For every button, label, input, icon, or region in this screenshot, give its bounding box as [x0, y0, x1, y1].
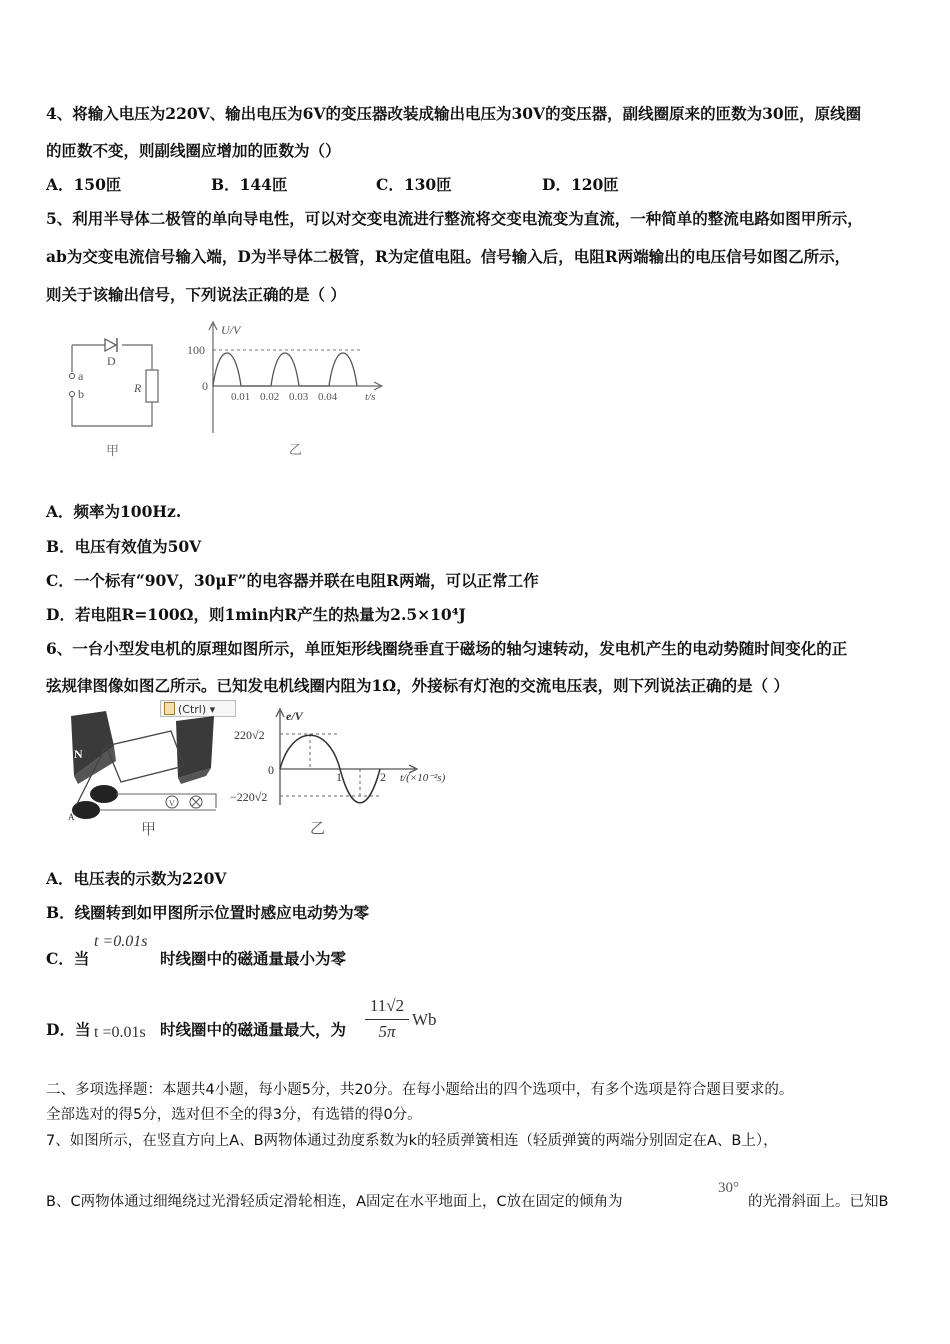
fraction-numerator: 11√2: [369, 996, 405, 1015]
q4-line1: 4、将输入电压为220V、输出电压为6V的变压器改装成输出电压为30V的变压器，副线圈原来的匝数为30匝，原线圈: [46, 104, 862, 123]
q5-line3: 则关于该输出信号，下列说法正确的是（ ）: [46, 285, 346, 304]
emf-xtick-1: 1: [336, 770, 342, 784]
paste-hint-label: (Ctrl): [178, 703, 207, 716]
q4-option-a: A．150匝: [46, 175, 122, 194]
section2-line2: 全部选对的得5分，选对但不全的得3分，有选错的得0分。: [46, 1107, 422, 1123]
q6-option-c-suffix: 时线圈中的磁通量最小为零: [160, 949, 347, 968]
terminal-b-label: b: [78, 387, 84, 401]
q7-line2-prefix: B、C两物体通过细绳绕过光滑轻质定滑轮相连，A固定在水平地面上，C放在固定的倾角为: [46, 1194, 623, 1210]
waveform-ytick: 100: [187, 343, 205, 357]
q6-line1: 6、一台小型发电机的原理如图所示，单匝矩形线圈绕垂直于磁场的轴匀速转动，发电机产生的电动势随时间变化的正: [46, 639, 848, 658]
terminal-a-icon: [70, 374, 75, 379]
q4-option-b: B．144匝: [211, 175, 288, 194]
terminal-a-label: a: [78, 369, 84, 383]
fraction-bar: [365, 1019, 409, 1020]
figure-yi-caption: 乙: [289, 442, 303, 457]
voltmeter-label: V: [169, 799, 175, 808]
corner-a-label: A: [68, 812, 75, 822]
waveform-xlabel: t/s: [365, 391, 376, 403]
resistor-icon: [146, 370, 158, 402]
diode-icon: [105, 338, 117, 352]
q5-option-c: C．一个标有“90V，30μF”的电容器并联在电阻R两端，可以正常工作: [46, 571, 539, 590]
q6-option-c-prefix: C．当: [46, 949, 90, 968]
q4-line2: 的匝数不变，则副线圈应增加的匝数为（）: [46, 141, 341, 160]
waveform-ylabel: U/V: [221, 323, 241, 337]
q6-generator-figure: [66, 706, 221, 840]
emf-origin: 0: [268, 763, 274, 777]
q5-option-d: D．若电阻R=100Ω，则1min内R产生的热量为2.5×10⁴J: [46, 605, 466, 624]
lamp-icon: [190, 796, 202, 808]
terminal-b-icon: [70, 392, 75, 397]
q7-line1: 7、如图所示，在竖直方向上A、B两物体通过劲度系数为k的轻质弹簧相连（轻质弹簧的两端分别固定在A、B上），: [46, 1133, 778, 1149]
rectified-wave-curve: [213, 353, 357, 386]
waveform-xtick-3: 0.03: [289, 391, 309, 403]
q6-option-d-math: t =0.01s: [94, 1024, 146, 1041]
waveform-xtick-2: 0.02: [260, 391, 280, 403]
resistor-label: R: [134, 381, 142, 395]
q5-line2: ab为交变电流信号输入端，D为半导体二极管，R为定值电阻。信号输入后，电阻R两端输出的电压信号如图乙所示，: [46, 247, 851, 266]
q6-line2: 弦规律图像如图乙所示。已知发电机线圈内阻为1Ω，外接标有灯泡的交流电压表，则下列说法正确的是（ ）: [46, 676, 789, 695]
magnet-s-pole-icon: [176, 716, 214, 784]
q6-option-d-suffix: 时线圈中的磁通量最大，为: [160, 1020, 347, 1039]
q5-option-a: A．频率为100Hz.: [46, 502, 182, 521]
q6-option-a: A．电压表的示数为220V: [46, 869, 227, 888]
emf-ybottom: −220√2: [230, 790, 268, 804]
emf-xlabel: t/(×10⁻²s): [400, 772, 446, 784]
slip-ring-icon: [72, 785, 118, 819]
waveform-xtick-1: 0.01: [231, 391, 251, 403]
section2-line1: 二、多项选择题：本题共4小题，每小题5分，共20分。在每小题给出的四个选项中，有多个选项是符合题目要求的。: [46, 1082, 794, 1098]
q5-waveform-figure: [185, 318, 395, 463]
q5-line1: 5、利用半导体二极管的单向导电性，可以对交变电流进行整流将交变电流变为直流，一种简单的整流电路如图甲所示，: [46, 209, 863, 228]
q7-line2-suffix: 的光滑斜面上。已知B: [748, 1194, 889, 1210]
q4-option-d: D．120匝: [542, 175, 619, 194]
fraction-unit: Wb: [412, 1010, 437, 1029]
figure-jia-caption-q6: 甲: [141, 822, 157, 838]
figure-jia-caption: 甲: [106, 443, 120, 458]
q6-option-c-math: t =0.01s: [94, 933, 148, 950]
emf-ytop: 220√2: [234, 728, 265, 742]
q4-option-c: C．130匝: [376, 175, 452, 194]
q5-option-b: B．电压有效值为50V: [46, 537, 202, 556]
q7-angle: 30°: [718, 1180, 739, 1196]
q6-option-d-prefix: D．当: [46, 1020, 91, 1039]
emf-ylabel: e/V: [286, 709, 303, 723]
q5-circuit-figure: [60, 330, 170, 465]
pole-n-label: N: [74, 747, 83, 761]
emf-xtick-2: 2: [380, 770, 386, 784]
q6-option-b: B．线圈转到如甲图所示位置时感应电动势为零: [46, 903, 370, 922]
q6-emf-graph: [230, 705, 475, 840]
figure-yi-caption-q6: 乙: [310, 821, 326, 837]
fraction-denominator: 5π: [378, 1022, 396, 1041]
waveform-origin: 0: [202, 379, 208, 393]
waveform-xtick-4: 0.04: [318, 391, 338, 403]
chevron-down-icon: ▾: [206, 703, 216, 716]
diode-label: D: [107, 354, 116, 368]
